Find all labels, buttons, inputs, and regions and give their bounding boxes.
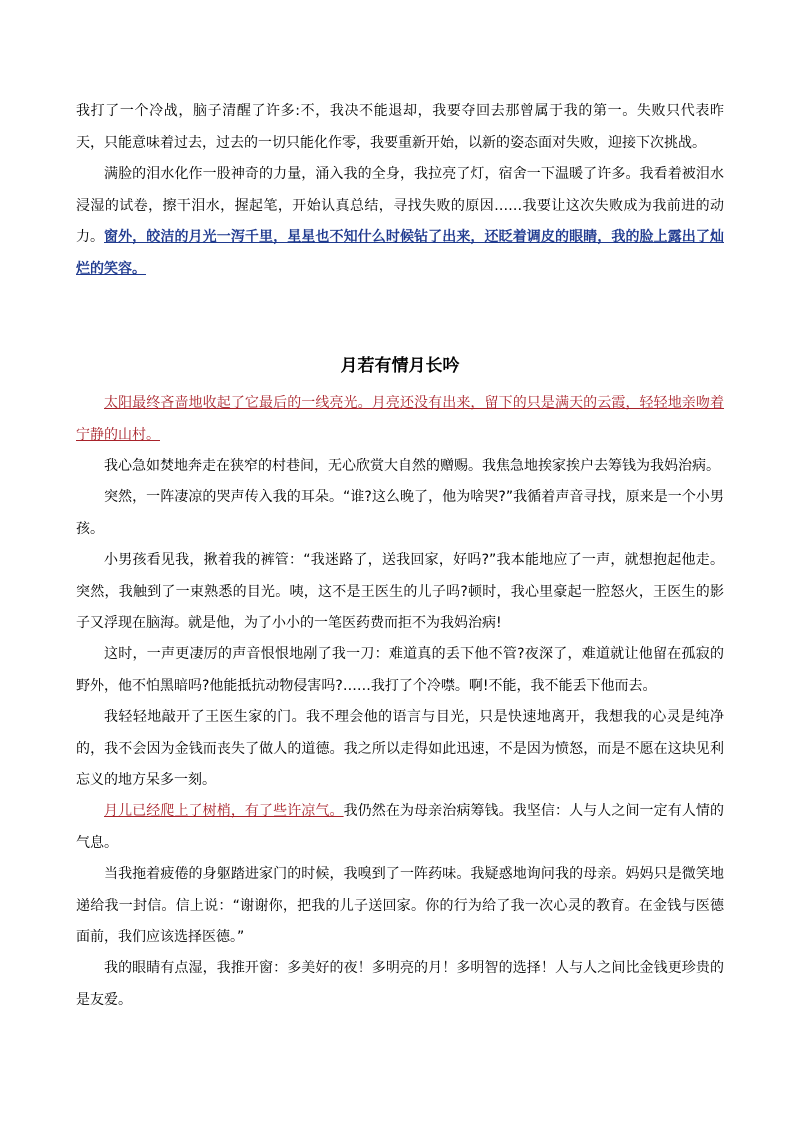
paragraph-return-boy: 我轻轻地敲开了王医生家的门。我不理会他的语言与目光，只是快速地离开，我想我的心灵是纯净的，我不会因为金钱而丧失了做人的道德。我之所以走得如此迅速，不是因为愤怒，而是不愿在这块见利忘义的地方呆多一刻。 bbox=[76, 709, 724, 788]
paragraph-conclusion: 我的眼睛有点湿，我推开窗：多美好的夜！多明亮的月！多明智的选择！人与人之间比金钱更珍贵的是友爱。 bbox=[76, 960, 724, 1008]
paragraph-moon-rises bbox=[76, 796, 724, 859]
paragraph-resolve: 我打了一个冷战，脑子清醒了许多:不，我决不能退却，我要夺回去那曾属于我的第一。失败只代表昨天，只能意味着过去，过去的一切只能化作零，我要重新开始，以新的姿态面对失败，迎接下次挑战。 bbox=[76, 103, 724, 151]
highlighted-sentence: 太阳最终吝啬地收起了它最后的一线亮光。月亮还没有出来，留下的只是满天的云霞，轻轻地亲吻着宁静的山村。 bbox=[76, 395, 724, 443]
paragraph-conscience: 这时，一声更凄厉的声音恨恨地剐了我一刀：难道真的丢下他不管?夜深了，难道就让他留在孤寂的野外，他不怕黑暗吗?他能抵抗动物侵害吗?……我打了个冷噤。啊!不能，我不能丢下他而去。 bbox=[76, 646, 724, 694]
paragraph-anxious: 我心急如焚地奔走在狭窄的村巷间，无心欣赏大自然的赠赐。我焦急地挨家挨户去筹钱为我妈治病。 bbox=[104, 458, 720, 474]
sentence: 我仍然在为母亲治病筹钱。我坚信：人与人之间一定有人情的气息。 bbox=[76, 803, 725, 851]
paragraph-doctor-son: 小男孩看见我，揪着我的裤管：“我迷路了，送我回家，好吗?”我本能地应了一声，就想抱起他走。突然，我触到了一束熟悉的目光。咦，这不是王医生的儿子吗?顿时，我心里豪起一腔怒火，王医生的影子又浮现在脑海。就是他，为了小小的一笔医药费而拒不为我妈治病! bbox=[76, 552, 724, 631]
highlighted-sentence: 月儿已经爬上了树梢，有了些许凉气。 bbox=[104, 803, 344, 819]
paragraph-tears-power: 满脸的泪水化作一股神奇的力量，涌入我的全身，我拉亮了灯，宿舍一下温暖了许多。我看着被泪水浸湿的试卷，擦干泪水，握起笔，开始认真总结，寻找失败的原因……我要让这次失败成为我前进的动力。 bbox=[76, 166, 724, 245]
paragraph-letter: 当我拖着疲倦的身躯踏进家门的时候，我嗅到了一阵药味。我疑惑地询问我的母亲。妈妈只是微笑地递给我一封信。信上说：“谢谢你，把我的儿子送回家。你的行为给了我一次心灵的教育。在金钱与医德面前，我们应该选择医德。” bbox=[76, 866, 724, 945]
paragraph-sunset bbox=[76, 388, 724, 451]
highlighted-sentence: 窗外，皎洁的月光一泻千里，星星也不知什么时候钻了出来，还眨着调皮的眼睛，我的脸上露出了灿烂的笑容。 bbox=[76, 229, 724, 277]
paragraph-crying-boy: 突然，一阵凄凉的哭声传入我的耳朵。“谁?这么晚了，他为啥哭?”我循着声音寻找，原来是一个小男孩。 bbox=[76, 489, 724, 537]
paragraph-moonlight bbox=[76, 222, 724, 285]
essay-title: 月若有情月长吟 bbox=[340, 356, 460, 376]
